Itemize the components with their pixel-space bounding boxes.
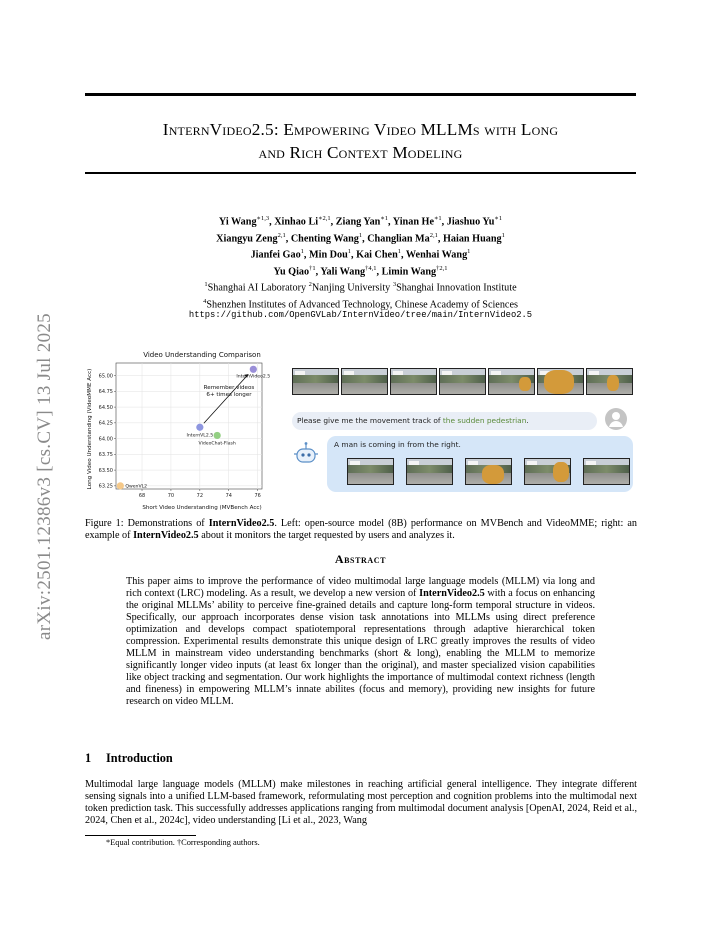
author-sup: 1 xyxy=(501,231,505,239)
caption-prefix: Figure 1: Demonstrations of xyxy=(85,518,209,529)
section-number: 1 xyxy=(85,751,92,765)
x-tick-label: 70 xyxy=(167,493,175,499)
chart-title: Video Understanding Comparison xyxy=(143,351,261,359)
author-sup: ∗1 xyxy=(380,215,389,222)
y-tick-label: 63.25 xyxy=(98,483,113,490)
author-name: Limin Wang xyxy=(381,266,437,278)
abstract-bold: InternVideo2.5 xyxy=(419,588,485,599)
affil-sup: 3 xyxy=(392,281,397,289)
data-point xyxy=(250,366,257,373)
author-name: Min Dou xyxy=(309,249,348,261)
affil-name: Shenzhen Institutes of Advanced Technology, Chinese Academy of Sciences xyxy=(206,299,518,311)
footnote-rule xyxy=(85,835,196,836)
author-name: Haian Huang xyxy=(442,232,502,244)
author-line-3: Jianfei Gao$^1$, Min Dou$^1$, Kai Chen$^1$, Wenhai Wang$^1$ xyxy=(250,248,471,261)
abstract-heading: Abstract xyxy=(334,552,387,566)
question-highlight: the sudden pedestrian xyxy=(442,416,527,425)
y-tick-label: 63.75 xyxy=(98,452,113,459)
author-sup: †1 xyxy=(309,264,316,272)
author-name: Xiangyu Zeng xyxy=(216,232,278,244)
code-url[interactable]: https://github.com/OpenGVLab/InternVideo/tree/main/InternVideo2.5 xyxy=(188,310,533,320)
author-name: Kai Chen xyxy=(356,249,398,261)
author-name: Chenting Wang xyxy=(290,232,359,244)
author-sup: 1 xyxy=(467,248,471,256)
author-sup: 1 xyxy=(347,248,352,256)
answer-text: A man is coming in from the right. xyxy=(334,440,461,449)
abstract-part-2: with a focus on enhancing the original MLLMs’ ability to perceive fine-grained details and capture long-form temporal structure in videos. Specifically, our approach incorporates dense vision task annotations into MLLMs using direct preference optimization and develops compact spatiotemporal representations through adaptive hierarchical token compression. Experimental results demonstrate this unique design of LRC greatly improves the results of video MLLM in mainstream video understanding benchmarks (short & long), enabling the MLLM to memorize significantly longer video inputs (at least 6x longer than the original), and master specialized vision capabilities like object tracking and segmentation. Our work highlights the importance of multimodal context richness (length and fineness) in empowering MLLM’s innate abilites (focus and memory), providing new insights for future research on video MLLM. xyxy=(126,588,595,707)
affil-sup: 1 xyxy=(204,281,208,289)
author-line-4: Yu Qiao$^{\dagger 1}$, Yali Wang$^{\dagger 4,1}$, Limin Wang$^{\dagger 2,1}$ xyxy=(273,264,448,278)
comparison-chart xyxy=(84,347,294,512)
abstract-part-1: This paper aims to improve the performance of video multimodal large language models (MLLM) via long and rich context (LRC) modeling. As a result, we develop a new version of xyxy=(126,576,595,599)
title-line2: and Rich Context Modeling xyxy=(258,143,463,162)
title-bottom-rule xyxy=(85,172,636,174)
author-sup: †2,1 xyxy=(436,264,448,272)
abstract-body xyxy=(126,576,595,708)
x-tick-label: 68 xyxy=(138,493,146,499)
point-label: VideoChat-Flash xyxy=(198,441,236,447)
author-sup: ∗2,1 xyxy=(318,215,331,222)
x-tick-label: 74 xyxy=(225,493,232,499)
author-name: Yu Qiao xyxy=(273,266,310,278)
author-name: Xinhao Li xyxy=(274,216,319,228)
point-label: QwenVL2 xyxy=(125,484,148,490)
x-tick-label: 72 xyxy=(196,493,204,499)
answer-frame xyxy=(406,458,453,485)
data-point xyxy=(117,482,124,489)
point-label: InternVL2.5 xyxy=(186,433,214,439)
affiliations-line-1 xyxy=(85,278,636,295)
author-sup: 1 xyxy=(300,248,304,256)
section-heading xyxy=(85,751,173,766)
author-sup: 1 xyxy=(358,231,363,239)
y-tick-label: 64.25 xyxy=(98,420,113,427)
figure-caption xyxy=(85,518,637,542)
video-frame xyxy=(586,368,633,395)
author-name: Wenhai Wang xyxy=(405,249,468,261)
title-rest: : Empowering Video MLLMs with Long xyxy=(273,120,559,139)
question-text: Please give me the movement track of xyxy=(297,416,443,425)
robot-icon xyxy=(292,440,320,468)
video-frame xyxy=(341,368,388,395)
affil-name: Shanghai Innovation Institute xyxy=(396,282,517,294)
chart-ylabel: Long Video Understanding (VideoMME Acc) xyxy=(87,368,93,490)
author-name: Ziang Yan xyxy=(335,216,381,228)
author-sup: 2,1 xyxy=(429,231,438,239)
affil-sup: 2 xyxy=(308,281,312,289)
y-tick-label: 65.00 xyxy=(98,373,113,380)
author-line-1: Yi Wang$^{∗1,3}$, Xinhao $Li^{∗2,1}$, Ziang Yan$^{∗1}$, Yinan $He^{∗1}$, Jiashuo $Yu^{∗1}$ xyxy=(218,215,503,228)
affil-name: Shanghai AI Laboratory xyxy=(207,282,307,294)
user-avatar-icon xyxy=(605,408,627,430)
author-name: Jiashuo Yu xyxy=(446,216,495,228)
author-sup: ∗1 xyxy=(433,215,442,222)
author-sup: 2,1 xyxy=(277,231,286,239)
author-name: Jianfei Gao xyxy=(250,249,301,261)
section-title: Introduction xyxy=(106,751,173,765)
author-sup: ∗1 xyxy=(494,215,503,222)
caption-bold-1: InternVideo2.5 xyxy=(208,518,275,529)
video-frame xyxy=(292,368,339,395)
y-tick-label: 64.50 xyxy=(98,404,113,411)
video-frame xyxy=(537,368,584,395)
author-name: Yi Wang xyxy=(218,216,257,228)
author-block xyxy=(85,212,636,312)
x-tick-label: 76 xyxy=(254,493,261,499)
author-name: Yinan He xyxy=(392,216,434,228)
demo-panel xyxy=(292,364,636,494)
answer-frame xyxy=(347,458,394,485)
author-sup: 1 xyxy=(397,248,401,256)
point-label: InternVideo2.5 xyxy=(236,374,271,380)
video-frame xyxy=(390,368,437,395)
chart-annotation: 6+ times longer xyxy=(206,392,252,398)
footnote: *Equal contribution. †Corresponding authors. xyxy=(106,838,260,847)
caption-end: about it monitors the target requested by users and analyzes it. xyxy=(198,530,455,541)
caption-mid: . Left: open-source model (8B) performance on MVBench and VideoMME; right: an example of xyxy=(85,518,637,541)
affil-name: Nanjing University xyxy=(311,282,391,294)
author-name: Changlian Ma xyxy=(367,232,430,244)
arxiv-stamp: arXiv:2501.12386v3 [cs.CV] 13 Jul 2025 xyxy=(34,313,55,640)
title-top-rule xyxy=(85,93,636,96)
answer-frame xyxy=(583,458,630,485)
intro-paragraph: Multimodal large language models (MLLM) make milestones in reaching artificial general intelligence. They integrate different sensing signals into a unified LLM-based framework, reformulating most perception and cognition problems into the multimodal next token prediction task. This successfully addresses applications ranging from multimodal document analysis [OpenAI, 2024, Reid et al., 2024, Chen et al., 2024c], video understanding [Li et al., 2023, Wang xyxy=(85,779,637,826)
affil-sup: 4 xyxy=(203,297,207,305)
title-lead: InternVideo2.5 xyxy=(162,120,274,139)
answer-frame xyxy=(465,458,512,485)
y-tick-label: 64.75 xyxy=(98,389,113,396)
y-tick-label: 64.00 xyxy=(98,436,113,443)
caption-bold-2: InternVideo2.5 xyxy=(133,530,199,541)
data-point xyxy=(196,424,203,431)
title-block xyxy=(85,118,636,164)
author-sup: †4,1 xyxy=(365,264,377,272)
video-frame xyxy=(439,368,486,395)
author-line-2: Xiangyu Zeng$^{2,1}$, Chenting Wang$^1$, Changlian Ma$^{2,1}$, Haian Huang$^1$ xyxy=(216,231,505,244)
data-point xyxy=(214,432,221,439)
chart-xlabel: Short Video Understanding (MVBench Acc) xyxy=(142,505,262,511)
video-frame xyxy=(488,368,535,395)
model-answer-bubble xyxy=(327,436,633,492)
author-name: Yali Wang xyxy=(320,266,366,278)
paper-title xyxy=(85,118,636,164)
answer-frame xyxy=(524,458,571,485)
user-question-bubble xyxy=(292,412,597,430)
author-sup: ∗1,3 xyxy=(256,215,270,222)
y-tick-label: 63.50 xyxy=(98,467,113,474)
question-end: . xyxy=(526,416,529,425)
chart-annotation: Remember videos xyxy=(203,385,255,391)
